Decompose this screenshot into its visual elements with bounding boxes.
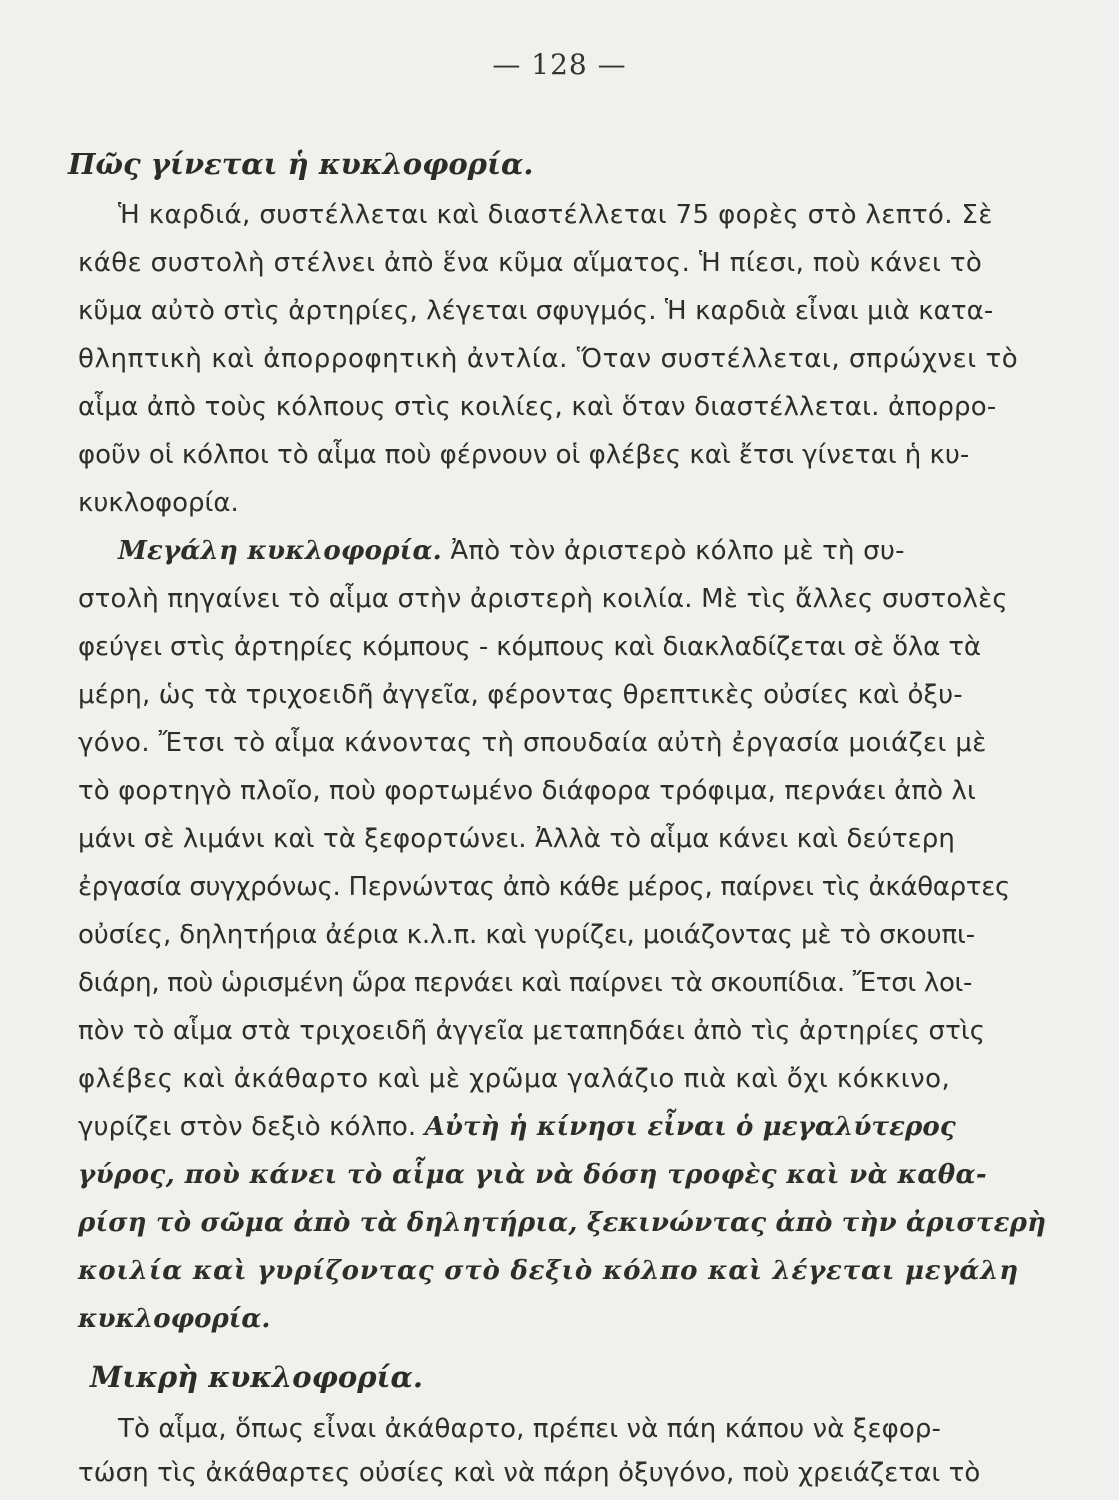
paragraph-2-line <box>78 1302 270 1336</box>
paragraph-2-line <box>78 1110 956 1144</box>
line-text: Ἀπὸ τὸν ἀριστερὸ κόλπο μὲ τὴ συ- <box>441 536 905 566</box>
paragraph-1-line: αἷμα ἀπὸ τοὺς κόλπους στὶς κοιλίες, καὶ ὅταν διαστέλλεται. ἀπορρο- <box>78 392 997 422</box>
paragraph-2-line: στολὴ πηγαίνει τὸ αἷμα στὴν ἀριστερὴ κοιλία. Μὲ τὶς ἄλλες συστολὲς <box>78 584 1008 614</box>
subheading-major-circulation: Μεγάλη κυκλοφορία. <box>118 536 442 566</box>
paragraph-2-line: γόνο. Ἔτσι τὸ αἷμα κάνοντας τὴ σπουδαία αὐτὴ ἐργασία μοιάζει μὲ <box>78 728 987 758</box>
section-heading-minor-circulation: Μικρὴ κυκλοφορία. <box>90 1360 423 1394</box>
line-text: γυρίζει στὸν δεξιὸ κόλπο. <box>78 1112 425 1142</box>
paragraph-2-line: φεύγει στὶς ἀρτηρίες κόμπους - κόμπους καὶ διακλαδίζεται σὲ ὅλα τὰ <box>78 632 981 662</box>
emphasized-text: κοιλία καὶ γυρίζοντας στὸ δεξιὸ κόλπο καὶ λέγεται μεγάλη <box>78 1256 1019 1286</box>
paragraph-2-line: ἐργασία συγχρόνως. Περνώντας ἀπὸ κάθε μέρος, παίρνει τὶς ἀκάθαρτες <box>78 872 1010 902</box>
paragraph-1-line: κυκλοφορία. <box>78 488 239 518</box>
paragraph-1-line: φοῦν οἱ κόλποι τὸ αἷμα ποὺ φέρνουν οἱ φλέβες καὶ ἔτσι γίνεται ἡ κυ- <box>78 440 970 470</box>
paragraph-2-line: φλέβες καὶ ἀκάθαρτο καὶ μὲ χρῶμα γαλάζιο πιὰ καὶ ὄχι κόκκινο, <box>78 1064 951 1094</box>
paragraph-2-line: πὸν τὸ αἷμα στὰ τριχοειδῆ ἀγγεῖα μεταπηδάει ἀπὸ τὶς ἀρτηρίες στὶς <box>78 1016 986 1046</box>
paragraph-1-line: Ἡ καρδιά, συστέλλεται καὶ διαστέλλεται 75 φορὲς στὸ λεπτό. Σὲ <box>118 200 993 230</box>
emphasized-text: κυκλοφορία. <box>78 1304 271 1334</box>
emphasized-text: ρίση τὸ σῶμα ἀπὸ τὰ δηλητήρια, ξεκινώντας ἀπὸ τὴν ἀριστερὴ <box>78 1208 1047 1238</box>
emphasized-text: Αὐτὴ ἡ κίνησι εἶναι ὁ μεγαλύτερος <box>424 1112 956 1142</box>
page-number: — 128 — <box>492 48 627 81</box>
paragraph-2-line: μάνι σὲ λιμάνι καὶ τὰ ξεφορτώνει. Ἀλλὰ τὸ αἷμα κάνει καὶ δεύτερη <box>78 824 955 854</box>
paragraph-1-line: κάθε συστολὴ στέλνει ἀπὸ ἕνα κῦμα αἵματος. Ἡ πίεσι, ποὺ κάνει τὸ <box>78 248 983 278</box>
paragraph-2-line <box>78 1254 1019 1288</box>
paragraph-2-line <box>78 1158 987 1192</box>
paragraph-1-line: θληπτικὴ καὶ ἀπορροφητικὴ ἀντλία. Ὅταν συστέλλεται, σπρώχνει τὸ <box>78 344 1019 374</box>
emphasized-text: γύρος, ποὺ κάνει τὸ αἷμα γιὰ νὰ δόση τροφὲς καὶ νὰ καθα- <box>78 1160 988 1190</box>
paragraph-3-line: Τὸ αἷμα, ὅπως εἶναι ἀκάθαρτο, πρέπει νὰ πάη κάπου νὰ ξεφορ- <box>118 1414 941 1444</box>
paragraph-1-line: κῦμα αὐτὸ στὶς ἀρτηρίες, λέγεται σφυγμός. Ἡ καρδιὰ εἶναι μιὰ κατα- <box>78 296 994 326</box>
paragraph-2-line: τὸ φορτηγὸ πλοῖο, ποὺ φορτωμένο διάφορα τρόφιμα, περνάει ἀπὸ λι <box>78 776 976 806</box>
paragraph-2-line: διάρη, ποὺ ὡρισμένη ὥρα περνάει καὶ παίρνει τὰ σκουπίδια. Ἔτσι λοι- <box>78 968 973 998</box>
paragraph-2-line: οὐσίες, δηλητήρια ἀέρια κ.λ.π. καὶ γυρίζει, μοιάζοντας μὲ τὸ σκουπι- <box>78 920 976 950</box>
section-heading-circulation: Πῶς γίνεται ἡ κυκλοφορία. <box>68 147 534 181</box>
paragraph-3-line: τώση τὶς ἀκάθαρτες οὐσίες καὶ νὰ πάρη ὀξυγόνο, ποὺ χρειάζεται τὸ <box>78 1458 981 1488</box>
paragraph-2-line: μέρη, ὡς τὰ τριχοειδῆ ἀγγεῖα, φέροντας θρεπτικὲς οὐσίες καὶ ὀξυ- <box>78 680 963 710</box>
paragraph-2-line <box>118 534 905 568</box>
paragraph-2-line <box>78 1206 1046 1240</box>
